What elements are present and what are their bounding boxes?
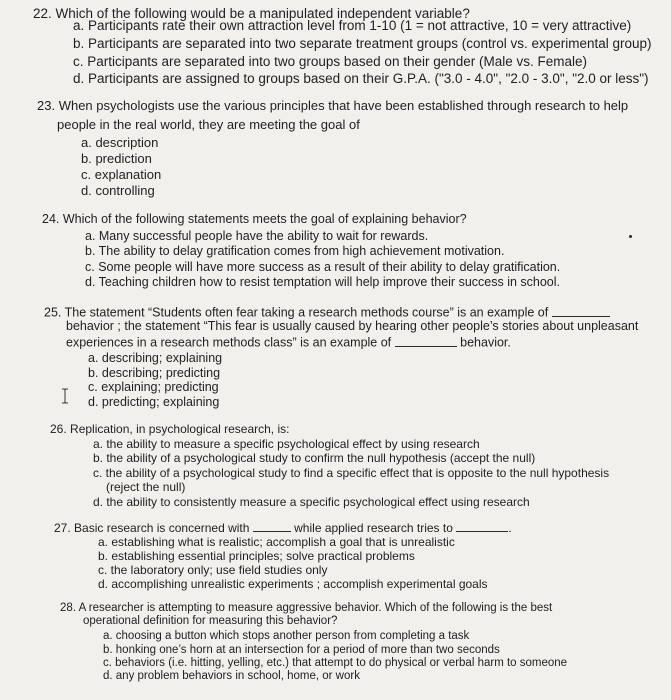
option-d: d. any problem behaviors in school, home, or work <box>103 670 360 682</box>
question-stem-line-1: 23. When psychologists use the various principles that have been established through research to help <box>37 98 629 113</box>
option-a: a. description <box>81 135 159 150</box>
option-b: b. honking one’s horn at an intersection for a period of more than two seconds <box>103 644 500 656</box>
option-b: b. prediction <box>81 151 152 166</box>
option-c: c. Participants are separated into two groups based on their gender (Male vs. Female) <box>73 54 588 69</box>
question-stem: 27. Basic research is concerned with while applied research tries to . <box>54 521 512 536</box>
answer-blank <box>552 305 610 317</box>
answer-blank <box>253 521 291 532</box>
question-number: 24. <box>42 212 60 226</box>
option-b: b. describing; predicting <box>88 366 221 380</box>
option-d: d. Participants are assigned to groups based on their G.P.A. ("3.0 - 4.0", "2.0 - 3.0", "2.0 or less") <box>73 71 649 86</box>
answer-blank <box>456 521 508 532</box>
option-a: a. establishing what is realistic; accomplish a goal that is unrealistic <box>98 535 455 549</box>
option-c: c. Some people will have more success as a result of their ability to delay gratification. <box>85 260 561 274</box>
question-stem: 26. Replication, in psychological research, is: <box>50 422 290 436</box>
question-stem-line-3: experiences in a research methods class” is an example of behavior. <box>66 335 511 350</box>
option-a: a. describing; explaining <box>88 351 223 365</box>
option-c-continued: (reject the null) <box>106 480 186 494</box>
question-number: 25. <box>44 305 62 320</box>
option-d: d. the ability to consistently measure a specific psychological effect using research <box>93 495 530 509</box>
option-d: d. controlling <box>81 183 155 198</box>
text-cursor-icon <box>60 388 70 404</box>
option-a: a. the ability to measure a specific psychological effect by using research <box>93 437 480 451</box>
option-c: c. explanation <box>81 167 162 182</box>
answer-blank <box>395 335 457 347</box>
question-stem-line-2: people in the real world, they are meeting the goal of <box>57 117 360 132</box>
option-b: b. Participants are separated into two separate treatment groups (control vs. experimental group) <box>73 36 652 51</box>
question-number: 23. <box>37 98 56 113</box>
option-b: b. The ability to delay gratification comes from high achievement motivation. <box>85 244 505 258</box>
option-b: b. establishing essential principles; solve practical problems <box>98 549 415 563</box>
option-d: d. predicting; explaining <box>88 395 220 409</box>
question-stem: 22. Which of the following would be a manipulated independent variable? <box>33 6 470 21</box>
question-number: 28. <box>60 602 76 614</box>
option-c: c. explaining; predicting <box>88 380 219 394</box>
option-c: c. behaviors (i.e. hitting, yelling, etc.) that attempt to do physical or verbal harm to someone <box>103 657 568 669</box>
option-d: d. accomplishing unrealistic experiments ; accomplish experimental goals <box>98 577 488 591</box>
question-stem-line-2: operational definition for measuring this behavior? <box>83 615 338 627</box>
option-c: c. the ability of a psychological study to find a specific effect that is opposite to the null hypothesis <box>93 466 610 480</box>
question-stem-line-1: 28. A researcher is attempting to measure aggressive behavior. Which of the following is the best <box>60 602 553 614</box>
option-d: d. Teaching children how to resist temptation will help improve their success in school. <box>85 275 560 289</box>
question-number: 27. <box>54 521 71 536</box>
question-number: 22. <box>33 6 52 21</box>
question-stem: 24. Which of the following statements meets the goal of explaining behavior? <box>42 212 467 226</box>
question-stem-line-1: 25. The statement “Students often fear taking a research methods course” is an example of <box>44 305 610 319</box>
option-a: a. choosing a button which stops another person from completing a task <box>103 630 470 642</box>
stray-dot <box>629 235 632 238</box>
option-a: a. Many successful people have the ability to wait for rewards. <box>85 229 429 243</box>
option-b: b. the ability of a psychological study to confirm the null hypothesis (accept the null) <box>93 451 536 465</box>
question-number: 26. <box>50 422 67 436</box>
question-stem-line-2: behavior ; the statement “This fear is usually caused by hearing other people’s stories about unpleasant <box>66 319 639 333</box>
option-c: c. the laboratory only; use field studies only <box>98 563 328 577</box>
option-a: a. Participants rate their own attraction level from 1-10 (1 = not attractive, 10 = very attractive) <box>73 18 632 33</box>
